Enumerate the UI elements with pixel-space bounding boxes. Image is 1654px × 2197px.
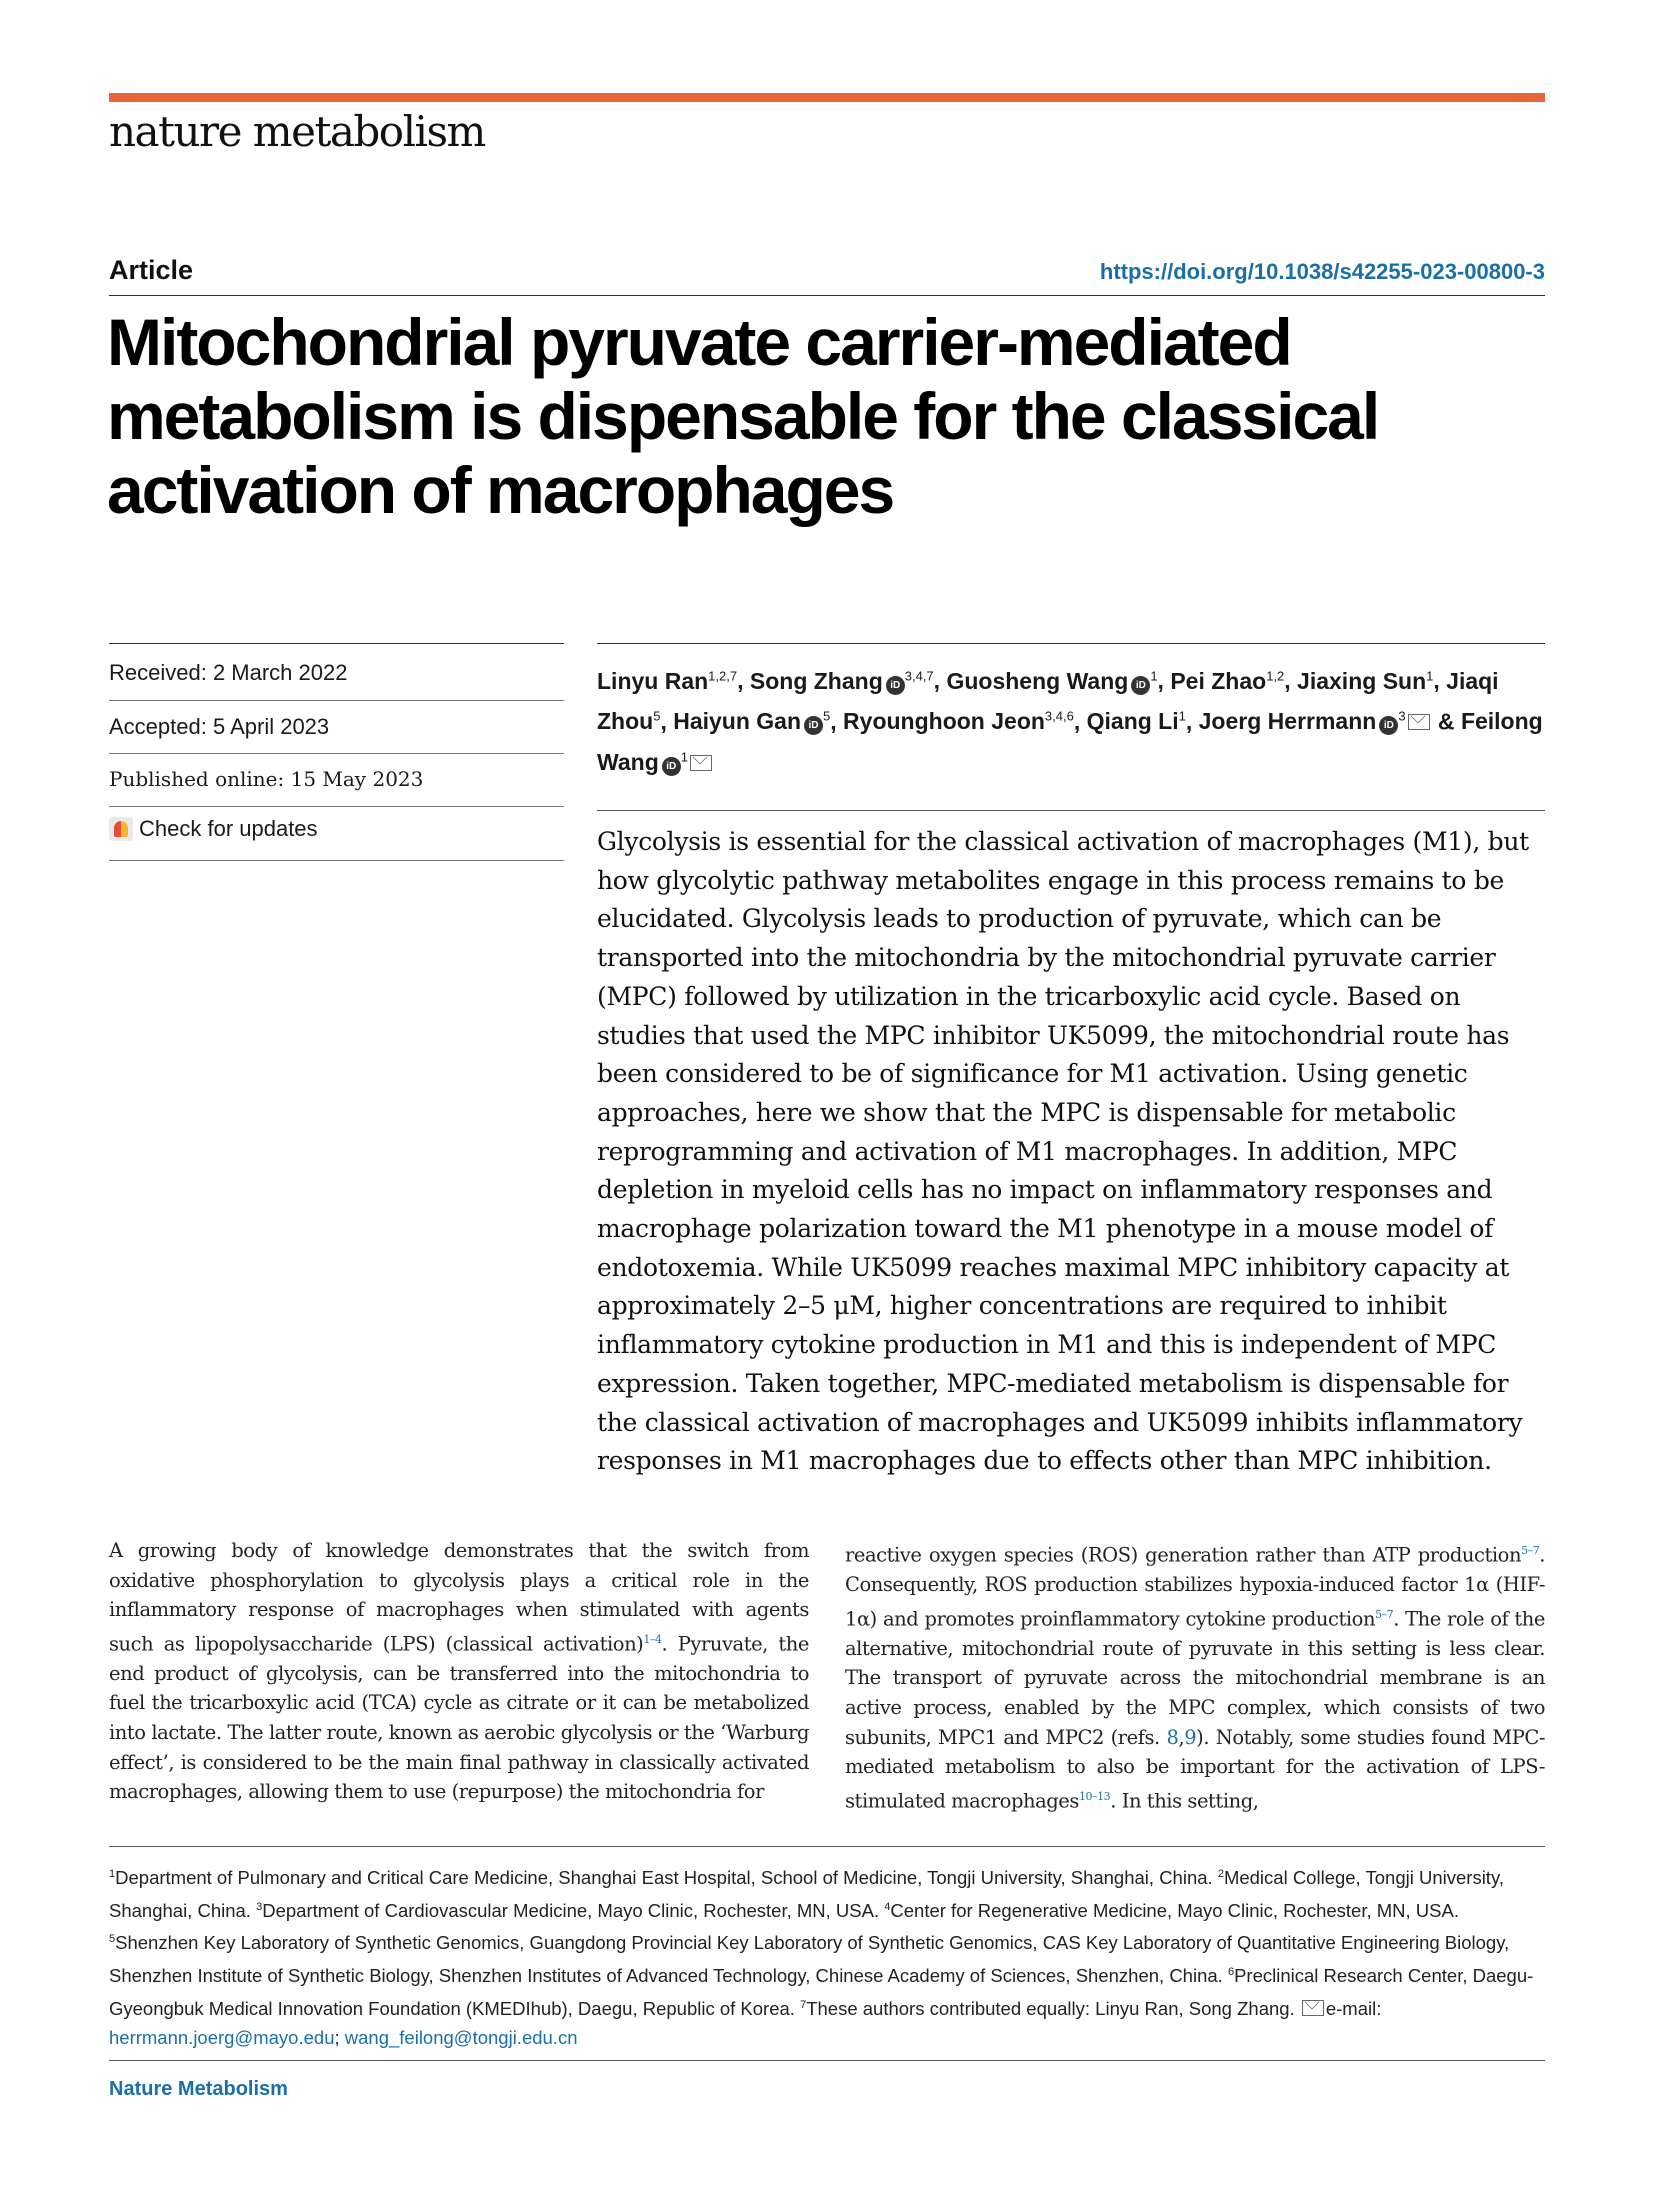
author-name: Song Zhang (749, 667, 883, 694)
published-date: Published online: 15 May 2023 (109, 767, 424, 791)
article-title: Mitochondrial pyruvate carrier-mediated metabolism is dispensable for the classical activation of macrophages (107, 305, 1379, 527)
affiliation-number: 7 (800, 1998, 807, 2011)
email-link-herrmann[interactable]: herrmann.joerg@mayo.edu (109, 2027, 335, 2049)
mail-icon (1302, 2000, 1324, 2016)
affiliation-number: 1 (109, 1868, 116, 1880)
author[interactable] (1297, 668, 1433, 694)
affiliations (109, 1860, 1545, 2053)
author[interactable] (1087, 708, 1186, 734)
author-affiliation: 3,4,6 (1044, 708, 1074, 724)
body-text: . Pyruvate, the end product of glycolysis, can be transferred into the mitochondria to fuel the tricarboxylic acid (TCA) cycle as citrate or it can be metabolized into lactate. The latter route, known as aerobic glycolysis or the ‘Warburg effect’, is considered to be the main final pathway in classically activated macrophages, allowing them to use (repurpose) the mitochondria for (109, 1632, 809, 1804)
authors-rule (597, 643, 1545, 644)
accepted-date: Accepted: 5 April 2023 (109, 714, 330, 739)
body-text: A growing body of knowledge demonstrates that the switch from oxidative phosphorylation to glycolysis plays a critical role in the inflammatory response of macrophages when stimulated with agents such as lipopolysaccharide (LPS) (classical activation) (109, 1539, 809, 1656)
author-name: Linyu Ran (597, 667, 709, 694)
footnote-rule (109, 1846, 1545, 1847)
author-name: Ryounghoon Jeon (843, 708, 1045, 735)
meta-rule (109, 753, 564, 754)
affiliation-number: 6 (1227, 1965, 1235, 1978)
citation[interactable]: 5–7 (1521, 1544, 1540, 1557)
author-affiliation: 3,4,7 (904, 668, 934, 683)
title-rule (109, 295, 1545, 296)
author[interactable] (673, 708, 830, 734)
footer-rule (109, 2060, 1545, 2061)
orcid-icon[interactable]: iD (662, 757, 681, 776)
orcid-icon[interactable]: iD (1379, 716, 1398, 735)
equal-contribution-note: These authors contributed equally: Linyu Ran, Song Zhang. (806, 1997, 1300, 2019)
author-affiliation: 1 (1426, 668, 1434, 683)
author-affiliation: 1,2 (1266, 668, 1285, 683)
author-affiliation: 1,2,7 (708, 668, 738, 683)
affiliation: Department of Pulmonary and Critical Care Medicine, Shanghai East Hospital, School of Medicine, Tongji University, Shanghai, China. (115, 1867, 1218, 1889)
affiliation: Medical College, Tongji University, Shanghai, China. (109, 1867, 1504, 1921)
affiliation: Center for Regenerative Medicine, Mayo Clinic, Rochester, MN, USA. (890, 1899, 1459, 1921)
body-text: . In this setting, (1110, 1789, 1259, 1813)
author-name: Joerg Herrmann (1198, 708, 1377, 735)
body-text: . Consequently, ROS production stabilizes hypoxia-induced factor 1α (HIF-1α) and promotes proinflammatory cytokine production (845, 1543, 1545, 1631)
author-affiliation: 1 (1178, 708, 1186, 724)
body-text: reactive oxygen species (ROS) generation rather than ATP production (845, 1543, 1522, 1567)
author-affiliation: 5 (653, 708, 661, 724)
journal-logo: nature metabolism (109, 107, 485, 156)
email-label: e-mail: (1325, 1997, 1382, 2019)
check-for-updates-label: Check for updates (139, 816, 318, 841)
body-text: . The role of the alternative, mitochondrial route of pyruvate in this setting is less clear. The transport of pyruvate across the mitochondrial membrane is an active process, enabled by the MPC complex, which consists of two subunits, MPC1 and MPC2 (refs. (845, 1607, 1545, 1749)
abstract: Glycolysis is essential for the classical activation of macrophages (M1), but how glycolytic pathway metabolites engage in this process remains to be elucidated. Glycolysis leads to production of pyruvate, which can be transported into the mitochondria by the mitochondrial pyruvate carrier (MPC) followed by utilization in the tricarboxylic acid cycle. Based on studies that used the MPC inhibitor UK5099, the mitochondrial route has been considered to be of significance for M1 activation. Using genetic approaches, here we show that the MPC is dispensable for metabolic reprogramming and activation of M1 macrophages. In addition, MPC depletion in myeloid cells has no impact on inflammatory responses and macrophage polarization toward the M1 phenotype in a mouse model of endotoxemia. While UK5099 reaches maximal MPC inhibitory capacity at approximately 2–5 μM, higher concentrations are required to inhibit inflammatory cytokine production in M1 and this is independent of MPC expression. Taken together, MPC-mediated metabolism is dispensable for the classical activation of macrophages and UK5099 inhibits inflammatory responses in M1 macrophages due to effects other than MPC inhibition. (597, 827, 1529, 1476)
orcid-icon[interactable]: iD (886, 676, 905, 695)
email-separator: ; (334, 2027, 345, 2049)
author-name: Qiang Li (1086, 708, 1179, 735)
meta-rule (109, 860, 564, 861)
orcid-icon[interactable]: iD (804, 716, 823, 735)
citation[interactable]: 9 (1184, 1725, 1197, 1749)
crossmark-icon (109, 817, 133, 841)
check-for-updates[interactable] (109, 816, 318, 842)
header-accent-bar (109, 93, 1545, 102)
author-affiliation: 1 (1150, 668, 1158, 683)
affiliation: Department of Cardiovascular Medicine, Mayo Clinic, Rochester, MN, USA. (262, 1899, 885, 1921)
author-affiliation: 3 (1398, 708, 1406, 724)
mail-icon[interactable] (690, 755, 712, 771)
received-date: Received: 2 March 2022 (109, 660, 348, 685)
author[interactable] (597, 668, 737, 694)
affiliation: Preclinical Research Center, Daegu-Gyeongbuk Medical Innovation Foundation (KMEDIhub), Daegu, Republic of Korea. (109, 1965, 1534, 2019)
meta-rule (109, 700, 564, 701)
article-type: Article (109, 255, 194, 285)
author-affiliation: 1 (680, 749, 688, 765)
body-text: ). Notably, some studies found MPC-mediated metabolism to also be important for the activation of LPS-stimulated macrophages (845, 1725, 1545, 1813)
body-column-left (109, 1536, 809, 1807)
meta-rule (109, 806, 564, 807)
mail-icon[interactable] (1408, 714, 1430, 730)
author[interactable] (843, 708, 1074, 734)
author[interactable] (1170, 668, 1284, 694)
email-link-wang[interactable]: wang_feilong@tongji.edu.cn (344, 2027, 578, 2049)
citation[interactable]: 1–4 (643, 1632, 662, 1646)
citation-separator: , (1178, 1725, 1185, 1749)
author-name: Guosheng Wang (946, 667, 1129, 694)
author[interactable] (1199, 708, 1432, 734)
author-name: Haiyun Gan (673, 708, 802, 735)
author[interactable] (750, 668, 934, 694)
author-name: Jiaxing Sun (1297, 667, 1427, 694)
affiliation: Shenzhen Key Laboratory of Synthetic Genomics, Guangdong Provincial Key Laboratory of Synthetic Genomics, CAS Key Laboratory of Quantitative Engineering Biology, Shenzhen Institute of Synthetic Biology, Shenzhen Institutes of Advanced Technology, Chinese Academy of Sciences, Shenzhen, China. (109, 1932, 1510, 1987)
author-name: Jiaqi Zhou (597, 667, 1499, 735)
affiliation-number: 3 (256, 1900, 263, 1913)
abstract-rule (597, 810, 1545, 811)
orcid-icon[interactable]: iD (1131, 676, 1150, 695)
affiliation-number: 2 (1217, 1868, 1224, 1880)
citation[interactable]: 10–13 (1078, 1789, 1111, 1803)
affiliation-number: 4 (884, 1900, 891, 1913)
citation[interactable]: 8 (1166, 1725, 1179, 1749)
author-name: Feilong Wang (597, 708, 1543, 775)
citation[interactable]: 5–7 (1375, 1607, 1394, 1621)
author-name: Pei Zhao (1170, 667, 1267, 694)
author-affiliation: 5 (823, 708, 831, 724)
doi-link[interactable]: https://doi.org/10.1038/s42255-023-00800-3 (1099, 259, 1545, 284)
footer-journal-name: Nature Metabolism (109, 2078, 288, 2100)
affiliation-number: 5 (109, 1933, 116, 1946)
meta-rule-top (109, 643, 564, 644)
body-column-right (845, 1536, 1545, 1816)
author-list: Linyu Ran$^{1,2,7}$, Song Zhang iD$^{3,4,7}$, Guosheng Wang $iD^1$, Pei Zhao$^{1,2}$, Jiaxing Sun$^1$, Jiaqi Zhou$^5$, Haiyun Gan $iD^5$, Ryounghoon Jeon$^{3,4,6}$, Qiang Li$^1$, Joerg Herrmann $iD^3$ & Feilong Wang $iD^1$ (597, 667, 1543, 775)
author[interactable] (946, 668, 1157, 694)
